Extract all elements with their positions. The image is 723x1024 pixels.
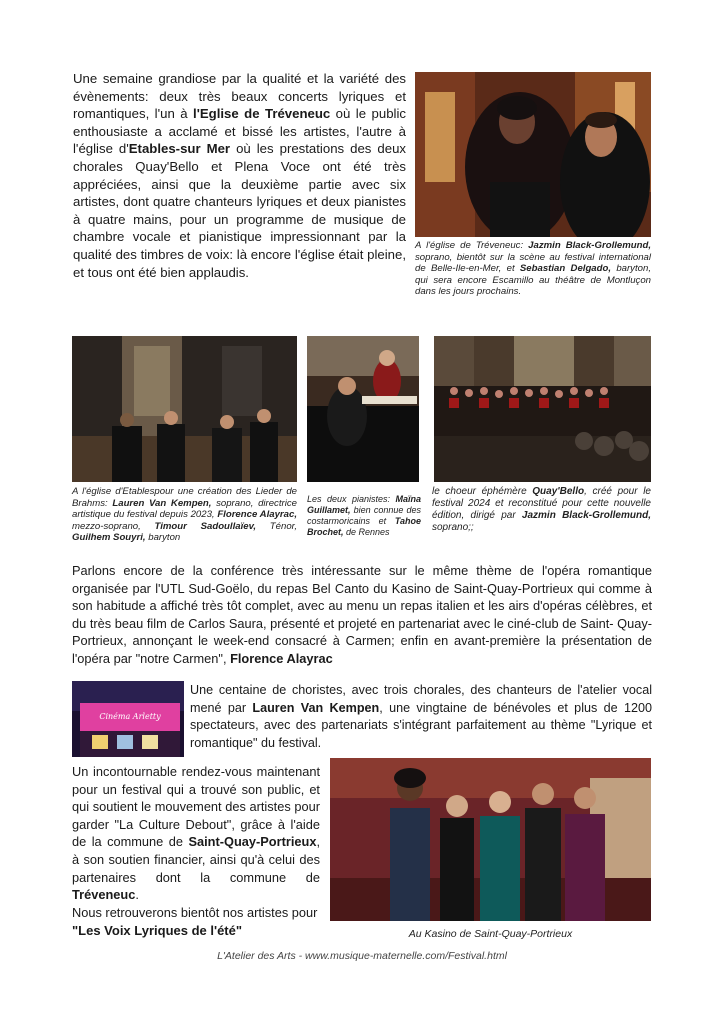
closing-paragraph: Un incontournable rendez-vous maintenant pour un festival qui a trouvé son public, et qui soutient le mouvement des artistes pour garder "La Culture Debout", grâce à l'aide de la commune de Saint-Quay-Portrieux, à son soutien financier, ainsi qu'à celui des partenaires dont la commune de Tréveneuc. bbox=[72, 764, 320, 903]
caption-kasino: Au Kasino de Saint-Quay-Portrieux bbox=[408, 928, 573, 940]
cinema-sign-text: Cinéma Arletty bbox=[99, 712, 161, 721]
treveneuc-name: Tréveneuc bbox=[72, 887, 136, 903]
photo-treveneuc-duo bbox=[415, 72, 651, 237]
conference-paragraph: Parlons encore de la conférence très intéressante sur le même thème de l'opéra romantique organisée par l'UTL Sud-Goëlo, du repas Bel Canto du Kasino de Saint-Quay-Portrieux qui comme à son habitude a affiché très tôt complet, avec au menu un repas italien et les airs d'opéras célèbres, et du très beau film de Carlos Saura, présenté et projeté en partenariat avec le ciné-club de Saint- Quay-Portrieux, annonçant le week-end consacré à Carmen; enfin en avant-première la présentation de l'opéra par "notre Carmen", Florence Alayrac bbox=[72, 563, 652, 666]
saint-quay-name: Saint-Quay-Portrieux bbox=[188, 834, 317, 850]
lauren-name: Lauren Van Kempen bbox=[252, 700, 380, 715]
choristes-paragraph: Une centaine de choristes, avec trois chorales, des chanteurs de l'atelier vocal mené par Lauren Van Kempen, une vingtaine de bénévoles et plus de 1200 spectateurs, avec des partenariats s'intégrant parfaitement au thème "Lyrique et romantique" du festival. bbox=[190, 683, 653, 750]
eglise-treveneuc-name: l'Eglise de Tréveneuc bbox=[193, 106, 331, 122]
photo-kasino-artists bbox=[330, 758, 651, 921]
photo-pianists bbox=[307, 336, 419, 482]
intro-paragraph: Une semaine grandiose par la qualité et la variété des évènements: deux très beaux concerts lyriques et romantiques, l'un à l'Eglise de Tréveneuc où le public enthousiaste a acclamé et bissé les artistes, l'autre à l'église d'Etables-sur Mer où les prestations des deux chorales Quay'Bello et Plena Voce ont été très appréciées, ainsi que la deuxième partie avec six artistes, dont quatre chanteurs lyriques et deux pianistes à quatre mains, pour un programme de musique de chambre vocale et pianistique impressionnant par la qualité des timbres de voix: là encore l'église était pleine, et tous ont été bien applaudis. bbox=[73, 71, 406, 280]
caption-pianists: Les deux pianistes: Maïna Guillamet, bien connue des costarmoricains et Tahoe Brochet, de Rennes bbox=[307, 494, 421, 537]
caption-etables: A l'église d'Etablespour une création des Lieder de Brahms: Lauren Van Kempen, soprano, directrice artistique du festival depuis 2023, Florence Alayrac, mezzo-soprano, Timour Sadoullaïev, Ténor, Guilhem Souyri, baryton bbox=[72, 486, 297, 544]
caption-treveneuc: A l'église de Tréveneuc: Jazmin Black-Grollemund, soprano, bientôt sur la scène au festival international de Belle-Ile-en-Mer, et Sebastian Delgado, baryton, qui sera encore Escamillo au théâtre de Montluçon dans les jours prochains. bbox=[415, 240, 652, 298]
florence-name: Florence Alayrac bbox=[230, 650, 333, 666]
caption-choir: le choeur éphémère Quay'Bello, créé pour le festival 2024 et reconstitué pour cette nouvelle édition, dirigé par Jazmin Black-Grollemund, soprano;; bbox=[432, 486, 651, 533]
closing-announce: Nous retrouverons bientôt nos artistes pour "Les Voix Lyriques de l'été" bbox=[72, 904, 332, 940]
voix-lyriques-title: "Les Voix Lyriques de l'été" bbox=[72, 923, 243, 938]
photo-cinema-arletty bbox=[72, 681, 184, 757]
photo-choir bbox=[434, 336, 651, 482]
etables-name: Etables-sur Mer bbox=[128, 141, 231, 157]
footer: L'Atelier des Arts - www.musique-maternelle.com/Festival.html bbox=[217, 950, 507, 962]
photo-etables-singers bbox=[72, 336, 297, 482]
